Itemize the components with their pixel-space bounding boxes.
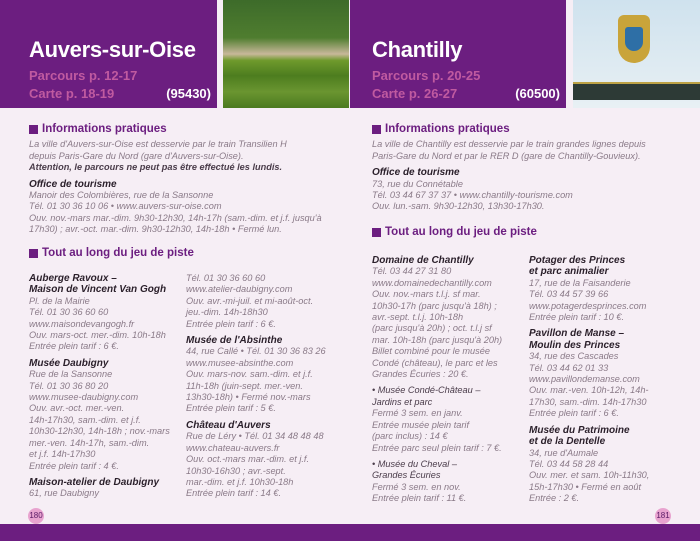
parcours-ref: Parcours p. 12-17 (29, 68, 138, 83)
venue-line: jeu.-dim. 14h-18h30 (186, 307, 268, 318)
venue-entry (529, 425, 694, 505)
venue-line: Fermé 3 sem. en nov. (372, 481, 461, 492)
venue-entry (372, 459, 527, 505)
postal-code: (95430) (166, 86, 211, 101)
info-warning: Attention, le parcours ne peut pas être effectué les lundis. (29, 162, 283, 173)
info-line: La ville d'Auvers-sur-Oise est desservie par le train Transilien H (29, 139, 287, 150)
venue-entry (186, 335, 351, 415)
venue-line: Tél. 03 44 57 39 66 (529, 289, 609, 300)
venue-entry (529, 328, 694, 419)
venue-line: Entrée : 2 €. (529, 493, 580, 504)
venue-entry (29, 358, 184, 472)
office-line: Ouv. nov.-mars mar.-dim. 9h30-12h30, 14h-17h (sam.-dim. et j.f. jusqu'à (29, 212, 322, 223)
section-heading (29, 124, 349, 135)
venue-line: 11h-18h (juin-sept. mer.-ven. (186, 380, 303, 391)
venue-line: 14h-17h30, sam.-dim. et j.f. (29, 414, 141, 425)
venue-line: Entrée plein tarif : 11 €. (372, 493, 467, 504)
venue-title: Musée de l'Absinthe (186, 335, 283, 347)
venue-title: Domaine de Chantilly (372, 255, 474, 266)
venue-line: 17, rue de la Faisanderie (529, 277, 631, 288)
venue-title: Auberge Ravoux – (29, 273, 117, 284)
venue-entry (372, 255, 527, 380)
venue-line: Ouv. mer. et sam. 10h-11h30, (529, 470, 650, 481)
venue-line: Entrée plein tarif : 6 €. (29, 341, 119, 352)
page-number: 180 (28, 508, 44, 524)
venue-line: www.atelier-daubigny.com (186, 284, 293, 295)
venue-line: www.pavillondemanse.com (529, 374, 640, 385)
venue-title: Pavillon de Manse – (529, 328, 625, 340)
square-bullet-icon (29, 125, 38, 134)
venue-line: Tél. 03 44 62 01 33 (529, 362, 609, 373)
left-column-1 (29, 273, 184, 505)
venue-line: (parc inclus) : 14 € (372, 431, 448, 442)
venue-subtitle: • Musée Condé-Château – (372, 385, 481, 396)
venue-title: Musée Daubigny (29, 357, 109, 369)
venue-title: Château d'Auvers (186, 419, 271, 431)
venue-entry (29, 477, 184, 500)
office-line: 17h30) ; avr.-oct. mar.-dim. 9h30-12h30, 14h-18h • Fermé lun. (29, 224, 282, 235)
venue-line: Entrée parc seul plein tarif : 7 €. (372, 442, 502, 453)
venue-title: et de la Dentelle (529, 436, 606, 448)
venue-line: Tél. 01 30 36 80 20 (29, 380, 109, 391)
venue-line: Rue de Léry • Tél. 01 34 48 48 48 (186, 431, 324, 442)
venue-line: Entrée plein tarif : 5 €. (186, 403, 276, 414)
right-column-2 (529, 255, 694, 510)
venue-title: Musée du Patrimoine (529, 424, 630, 436)
info-line: Paris-Gare du Nord et par le RER D (gare de Chantilly-Gouvieux). (372, 150, 641, 161)
garden-photo (223, 0, 349, 108)
venue-line: www.musee-daubigny.com (29, 392, 139, 403)
venue-entry (186, 420, 351, 500)
left-header (0, 0, 217, 108)
venue-line: Entrée plein tarif : 6 €. (529, 408, 619, 419)
venue-subtitle: Jardins et parc (372, 396, 433, 407)
venue-line: Ouv. avr.-mi-juil. et mi-août-oct. (186, 295, 314, 306)
venue-line: Grandes Écuries : 20 €. (372, 369, 469, 380)
venue-line: Pl. de la Mairie (29, 295, 90, 306)
entry-continued (186, 273, 351, 330)
crest-image (618, 15, 650, 63)
postal-code: (60500) (515, 86, 560, 101)
venue-line: Entrée plein tarif : 4 €. (29, 460, 119, 471)
footer-bar (0, 524, 700, 541)
right-header (350, 0, 566, 108)
venue-line: Rue de la Sansonne (29, 369, 113, 380)
venue-line: Billet combiné pour le musée (372, 346, 490, 357)
heading-text: Tout au long du jeu de piste (385, 225, 537, 238)
gate-photo (573, 0, 700, 108)
carte-ref: Carte p. 18-19 (29, 86, 115, 101)
venue-line: Tél. 03 44 58 28 44 (529, 458, 609, 469)
venue-entry (372, 385, 527, 453)
venue-line: www.potagerdesprinces.com (529, 300, 647, 311)
venue-title: Maison-atelier de Daubigny (29, 476, 160, 488)
venue-line: mer.-ven. 14h-17h, sam.-dim. (29, 437, 150, 448)
section-heading (29, 248, 349, 259)
venue-entry (29, 273, 184, 353)
office-title: Office de tourisme (29, 178, 117, 190)
section-heading (372, 124, 692, 135)
venue-line: Tél. 03 44 27 31 80 (372, 266, 452, 277)
office-title: Office de tourisme (372, 167, 460, 179)
heading-text: Informations pratiques (385, 123, 510, 135)
section-heading (372, 227, 692, 238)
venue-line: (parc jusqu'à 20h) ; oct. t.l.j sf (372, 323, 492, 334)
office-line: Tél. 03 44 67 37 37 • www.chantilly-tourisme.com (372, 190, 573, 201)
venue-line: Entrée plein tarif : 14 €. (186, 488, 281, 499)
venue-entry (529, 255, 694, 323)
venue-line: 61, rue Daubigny (29, 488, 99, 499)
venue-subtitle: Grandes Écuries (372, 470, 441, 481)
venue-line: Condé (château), le parc et les (372, 357, 498, 368)
venue-line: 13h30-18h) • Fermé nov.-mars (186, 392, 311, 403)
square-bullet-icon (372, 125, 381, 134)
square-bullet-icon (29, 249, 38, 258)
info-line: La ville de Chantilly est desservie par le train grandes lignes depuis (372, 139, 646, 150)
venue-line: Entrée plein tarif : 6 €. (186, 318, 276, 329)
venue-line: Entrée plein tarif : 10 €. (529, 312, 624, 323)
venue-line: Ouv. mar.-ven. 10h-12h, 14h- (529, 385, 649, 396)
venue-line: Fermé 3 sem. en janv. (372, 408, 463, 419)
venue-line: mar. 10h-18h (parc jusqu'à 20h) (372, 334, 503, 345)
venue-line: avr.-sept. t.l.j. 10h-18h (372, 312, 464, 323)
office-line: 73, rue du Connétable (372, 178, 463, 189)
venue-line: 15h-17h30 • Fermé en août (529, 481, 642, 492)
venue-title: Maison de Vincent Van Gogh (29, 284, 167, 296)
venue-line: Ouv. avr.-oct. mer.-ven. (29, 403, 125, 414)
venue-line: Tél. 01 30 36 60 60 (186, 273, 266, 283)
right-info (372, 124, 692, 242)
office-line: Tél. 01 30 36 10 06 • www.auvers-sur-oise.com (29, 201, 222, 212)
venue-line: www.chateau-auvers.fr (186, 442, 280, 453)
office-line: Manoir des Colombières, rue de la Sansonne (29, 190, 214, 201)
venue-line: 34, rue des Cascades (529, 351, 619, 362)
venue-line: et j.f. 14h-17h30 (29, 449, 96, 460)
gate-bar (573, 82, 700, 100)
venue-line: Entrée musée plein tarif (372, 419, 470, 430)
venue-line: www.maisondevangogh.fr (29, 318, 135, 329)
venue-line: 10h30-12h30, 14h-18h ; nov.-mars (29, 426, 170, 437)
venue-title: Moulin des Princes (529, 339, 621, 351)
venue-line: 34, rue d'Aumale (529, 447, 599, 458)
page-number: 181 (655, 508, 671, 524)
venue-line: 17h30, sam.-dim. 14h-17h30 (529, 396, 647, 407)
right-column-1 (372, 255, 527, 510)
heading-text: Tout au long du jeu de piste (42, 246, 194, 259)
venue-line: Ouv. mars-oct. mer.-dim. 10h-18h (29, 330, 166, 341)
page-title: Chantilly (372, 37, 463, 62)
venue-line: Ouv. nov.-mars t.l.j. sf mar. (372, 289, 481, 300)
venue-title: Potager des Princes (529, 255, 626, 266)
venue-title: et parc animalier (529, 266, 609, 278)
venue-line: Ouv. mars-nov. sam.-dim. et j.f. (186, 369, 313, 380)
venue-line: www.domainedechantilly.com (372, 277, 492, 288)
venue-line: 10h30-17h (parc jusqu'à 18h) ; (372, 300, 497, 311)
square-bullet-icon (372, 228, 381, 237)
left-info (29, 124, 349, 263)
venue-line: Ouv. oct.-mars mar.-dim. et j.f. (186, 454, 310, 465)
venue-line: Tél. 01 30 36 60 60 (29, 307, 109, 318)
office-line: Ouv. lun.-sam. 9h30-12h30, 13h30-17h30. (372, 201, 545, 212)
carte-ref: Carte p. 26-27 (372, 86, 458, 101)
venue-subtitle: • Musée du Cheval – (372, 458, 457, 469)
info-line: depuis Paris-Gare du Nord (gare d'Auvers-sur-Oise). (29, 150, 244, 161)
venue-line: mar.-dim. et j.f. 10h30-18h (186, 476, 294, 487)
left-column-2 (186, 273, 351, 505)
venue-line: 10h30-16h30 ; avr.-sept. (186, 465, 286, 476)
venue-line: www.musee-absinthe.com (186, 357, 294, 368)
heading-text: Informations pratiques (42, 123, 167, 135)
venue-line: 44, rue Callé • Tél. 01 30 36 83 26 (186, 346, 326, 357)
page-title: Auvers-sur-Oise (29, 37, 196, 62)
parcours-ref: Parcours p. 20-25 (372, 68, 481, 83)
